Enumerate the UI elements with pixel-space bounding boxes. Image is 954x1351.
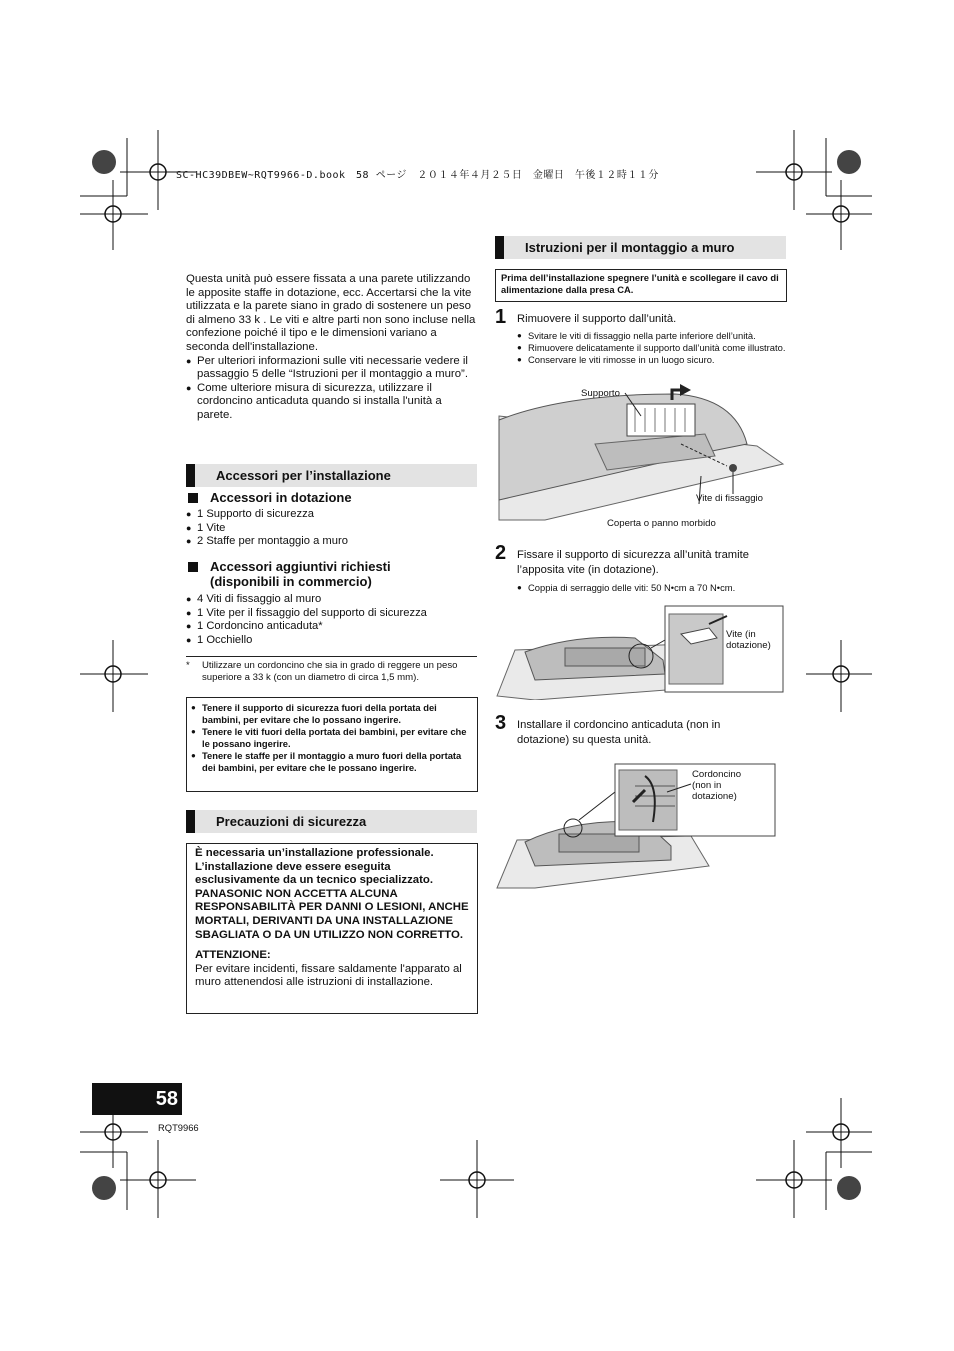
intro-paragraph: Questa unità può essere fissata a una parete utilizzando le apposite staffe in dotazione, ecc. Accertarsi che la vite utilizzata e la parete siano in grado di sostenere un peso di almeno 33 k . Le viti e altre parti non sono incluse nella confezione poiché il tipo e le dimensioni variano a seconda dell'installazione.: [186, 273, 476, 353]
step-number: 2: [495, 542, 507, 564]
list-item: ● Per ulteriori informazioni sulle viti necessarie vedere il passaggio 5 delle “Istruzioni per il montaggio a muro”.: [186, 354, 468, 381]
file-header: SC-HC39DBEW~RQT9966-D.book 58 ページ ２０１４年４月２５日 金曜日 午後１２時１１分: [176, 170, 659, 181]
step1-illustration: [495, 384, 787, 534]
list-item: ● 1 Vite: [186, 521, 226, 534]
notice-box: Prima dell’installazione spegnere l’unità e scollegare il cavo di alimentazione dalla presa CA.: [495, 269, 787, 302]
section-header: [186, 810, 477, 833]
step-text: Fissare il supporto di sicurezza all’unità tramite l’apposita vite (in dotazione).: [517, 549, 749, 576]
intro-section: [186, 273, 478, 423]
list-item: ● 1 Occhiello: [186, 633, 253, 646]
list-item: ● Come ulteriore misura di sicurezza, utilizzare il cordoncino anticaduta quando si installa l'unità a parete.: [186, 381, 442, 421]
step-text: Installare il cordoncino anticaduta (non in dotazione) su questa unità.: [517, 719, 721, 746]
safety-box: [186, 843, 478, 1014]
list-item: ● 1 Vite per il fissaggio del supporto di sicurezza: [186, 606, 427, 619]
label-supporto: Supporto: [581, 388, 620, 399]
caution-title: ATTENZIONE:: [195, 949, 271, 962]
caution-text: Per evitare incidenti, fissare saldamente l'apparato al muro attenendosi alle istruzioni di installazione.: [195, 962, 462, 989]
section-header: [495, 236, 786, 259]
step1-list: [517, 330, 787, 366]
section-title: Precauzioni di sicurezza: [216, 814, 367, 829]
subheading: Accessori in dotazione: [186, 490, 352, 505]
footnote: * Utilizzare un cordoncino che sia in grado di reggere un peso superiore a 33 k (con un diametro di circa 1,5 mm).: [186, 660, 458, 683]
list-item: ● 1 Cordoncino anticaduta*: [186, 620, 323, 633]
list-item: ● 1 Supporto di sicurezza: [186, 508, 314, 520]
step2-list: [517, 582, 787, 594]
document-code: RQT9966: [158, 1122, 199, 1133]
subheading: Accessori aggiuntivi richiesti (disponibili in commercio): [186, 559, 391, 589]
list-item: ● 4 Viti di fissaggio al muro: [186, 593, 322, 605]
section-header: [186, 464, 477, 487]
list-item: ● Tenere le staffe per il montaggio a muro fuori della portata dei bambini, per evitare che le possano ingerire.: [191, 750, 462, 773]
list-item: ● Coppia di serraggio delle viti: 50 N•cm a 70 N•cm.: [517, 582, 736, 593]
list-item: ● 2 Staffe per montaggio a muro: [186, 535, 348, 548]
divider: [186, 656, 477, 657]
step-text: Rimuovere il supporto dall’unità.: [517, 313, 677, 325]
step2-illustration: [495, 604, 787, 700]
list-item: ● Svitare le viti di fissaggio nella parte inferiore dell’unità.: [517, 330, 756, 341]
label-cordoncino: Cordoncino (non in dotazione): [692, 769, 742, 802]
section-title: Istruzioni per il montaggio a muro: [525, 240, 735, 255]
step-number: 1: [495, 306, 507, 328]
extra-list: [186, 593, 476, 647]
label-vite-fissaggio: Vite di fissaggio: [696, 493, 764, 504]
section-title: Accessori per l’installazione: [216, 468, 391, 483]
step3-illustration: [495, 762, 787, 890]
label-coperta: Coperta o panno morbido: [607, 518, 716, 529]
safety-bold-text: È necessaria un’installazione professionale. L’installazione deve essere eseguita esclusivamente da un tecnico specializzato. PANASONIC NON ACCETTA ALCUNA RESPONSABILITÀ PER DANNI O LESIONI, ANCHE MORTALI, DERIVANTI DA UNA INSTALLAZIONE SBAGLIATA O DA UN UTILIZZO NON CORRETTO.: [195, 847, 469, 941]
page-number: 58: [92, 1083, 182, 1115]
warning-box: [186, 697, 478, 792]
label-vite-in-dotazione: Vite (in dotazione): [726, 629, 771, 651]
list-item: ● Conservare le viti rimosse in un luogo sicuro.: [517, 354, 715, 365]
list-item: ● Tenere il supporto di sicurezza fuori della portata dei bambini, per evitare che lo possano ingerire.: [191, 702, 437, 725]
step-number: 3: [495, 712, 507, 734]
list-item: ● Rimuovere delicatamente il supporto dall’unità come illustrato.: [517, 342, 786, 353]
supplied-list: [186, 508, 476, 549]
list-item: ● Tenere le viti fuori della portata dei bambini, per evitare che le possano ingerire.: [191, 726, 467, 749]
